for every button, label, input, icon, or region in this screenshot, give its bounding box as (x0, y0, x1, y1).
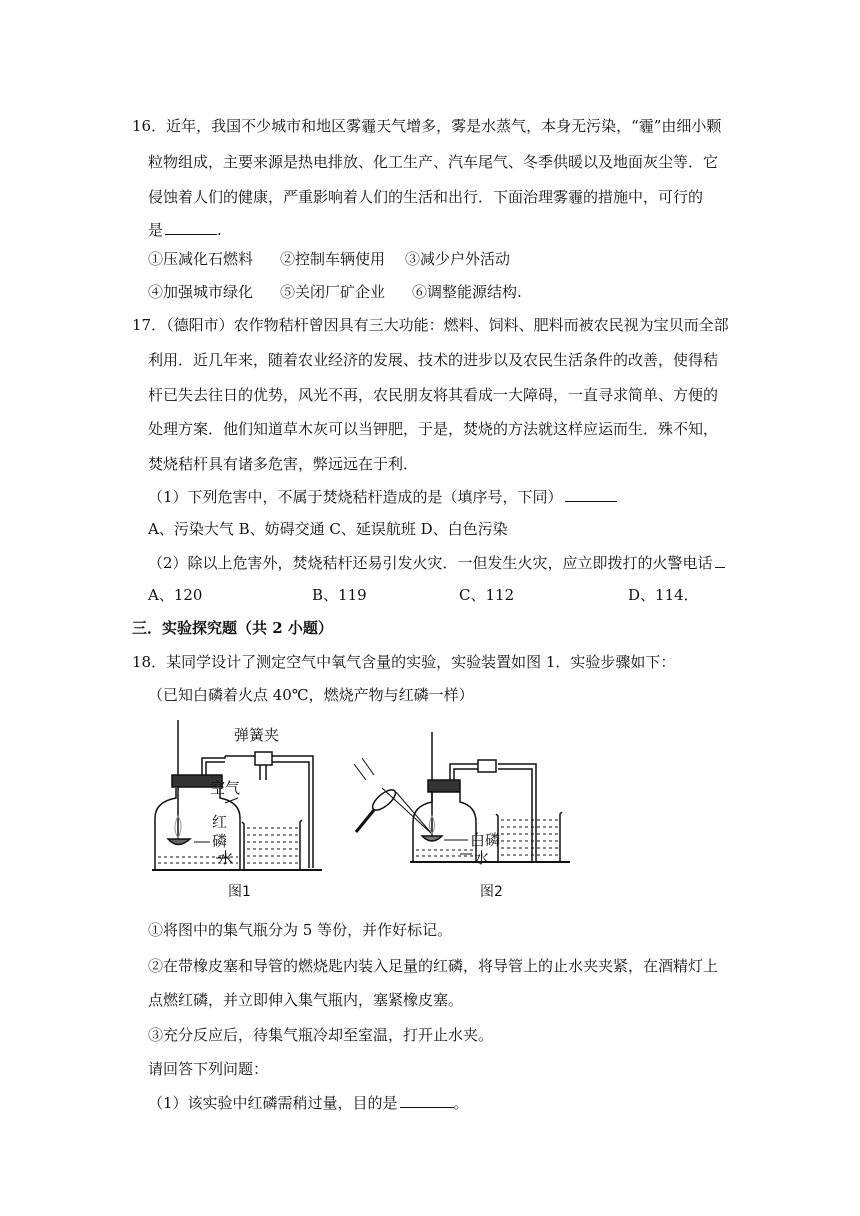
q16-line-4-end: . (217, 221, 222, 239)
q16-line-3: 侵蚀着人们的健康，严重影响着人们的生活和出行．下面治理雾霾的措施中，可行的 (148, 188, 704, 206)
q18-sub1-end: 。 (453, 1094, 469, 1112)
figure-2-caption: 图2 (480, 884, 503, 900)
figure-2 (348, 730, 578, 905)
q17-line-1: 17．（德阳市）农作物秸杆曾因具有三大功能：燃料、饲料、肥料而被农民视为宝贝而全部 (132, 316, 729, 334)
q18-step-3: ③充分反应后，待集气瓶冷却至室温，打开止水夹。 (148, 1026, 494, 1044)
q17-sub1 (148, 486, 617, 507)
q18-sub1-text: （1）该实验中红磷需稍过量，目的是 (148, 1094, 398, 1112)
figure-2-drawing (348, 730, 578, 905)
q17-sub2-blank[interactable] (715, 552, 725, 568)
q18-step-2-cont: 点燃红磷，并立即伸入集气瓶内，塞紧橡皮塞。 (148, 991, 464, 1009)
label-red-p-2: 磷 (212, 832, 228, 850)
label-clip: 弹簧夹 (234, 726, 280, 744)
q17-sub1-blank[interactable] (565, 486, 617, 502)
q16-line-4 (148, 219, 222, 240)
q17-line-4: 处理方案．他们知道草木灰可以当钾肥，于是，焚烧的方法就这样应运而生．殊不知， (148, 420, 719, 438)
q16-option-5: ⑤关闭厂矿企业 (280, 283, 386, 301)
label-water-2: 水 (474, 849, 490, 867)
collecting-jar-2 (413, 792, 476, 862)
q17-sub2 (148, 552, 725, 573)
q17-line-3: 杆已失去往日的优势，风光不再，农民朋友将其看成一大障碍，一直寻求简单、方便的 (148, 386, 719, 404)
q17-sub2-text: （2）除以上危害外，焚烧秸杆还易引发火灾．一但发生火灾，应立即拨打的火警电话 (148, 554, 713, 572)
q17-line-5: 焚烧秸杆具有诸多危害，弊远远在于利． (148, 455, 419, 473)
q18-sub1 (148, 1092, 469, 1113)
q16-option-3: ③减少户外活动 (405, 250, 511, 268)
label-water: 水 (218, 849, 234, 867)
spring-clip-icon-2 (478, 760, 496, 772)
spring-clip-icon (255, 752, 272, 765)
q17-sub1-text: （1）下列危害中，不属于焚烧秸杆造成的是（填序号，下同） (148, 488, 563, 506)
q17-sub1-options: A、污染大气 B、妨碍交通 C、延误航班 D、白色污染 (148, 520, 508, 538)
q16-line-1: 16．近年，我国不少城市和地区雾霾天气增多，雾是水蒸气，本身无污染，“霾”由细小颗 (132, 117, 722, 135)
q18-note: （已知白磷着火点 40℃，燃烧产物与红磷一样） (148, 686, 474, 704)
q16-line-2: 粒物组成，主要来源是热电排放、化工生产、汽车尾气、冬季供暖以及地面灰尘等．它 (148, 153, 719, 171)
q18-sub1-blank[interactable] (400, 1092, 454, 1108)
q18-step-2: ②在带橡皮塞和导管的燃烧匙内装入足量的红磷，将导管上的止水夹夹紧，在酒精灯上 (148, 957, 719, 975)
q16-option-6: ⑥调整能源结构. (412, 283, 522, 301)
q18-step-1: ①将图中的集气瓶分为 5 等份，并作好标记。 (148, 921, 453, 939)
q16-option-1: ①压减化石燃料 (148, 250, 254, 268)
q16-option-4: ④加强城市绿化 (148, 283, 254, 301)
figure-1-caption: 图1 (228, 884, 251, 900)
q17-sub2-option-a: A、120 (148, 586, 203, 604)
section-3-title: 三．实验探究题（共 2 小题） (132, 619, 333, 637)
label-red-p-1: 红 (212, 813, 228, 831)
q18-prompt: 请回答下列问题： (148, 1060, 269, 1078)
q17-sub2-option-b: B、119 (312, 586, 367, 604)
q16-answer-blank[interactable] (165, 219, 217, 235)
q16-line-4-text: 是 (148, 221, 164, 239)
q17-line-2: 利用．近几年来，随着农业经济的发展、技术的进步以及农民生活条件的改善，使得秸 (148, 351, 719, 369)
q16-option-2: ②控制车辆使用 (280, 250, 386, 268)
q17-sub2-option-c: C、112 (459, 586, 515, 604)
label-white-p: 白磷 (470, 831, 501, 849)
q17-sub2-option-d: D、114． (628, 586, 699, 604)
label-air: 空气 (210, 779, 241, 797)
q18-intro: 18．某同学设计了测定空气中氧气含量的实验，实验装置如图 1．实验步骤如下： (132, 653, 676, 671)
beaker-2 (496, 812, 562, 862)
